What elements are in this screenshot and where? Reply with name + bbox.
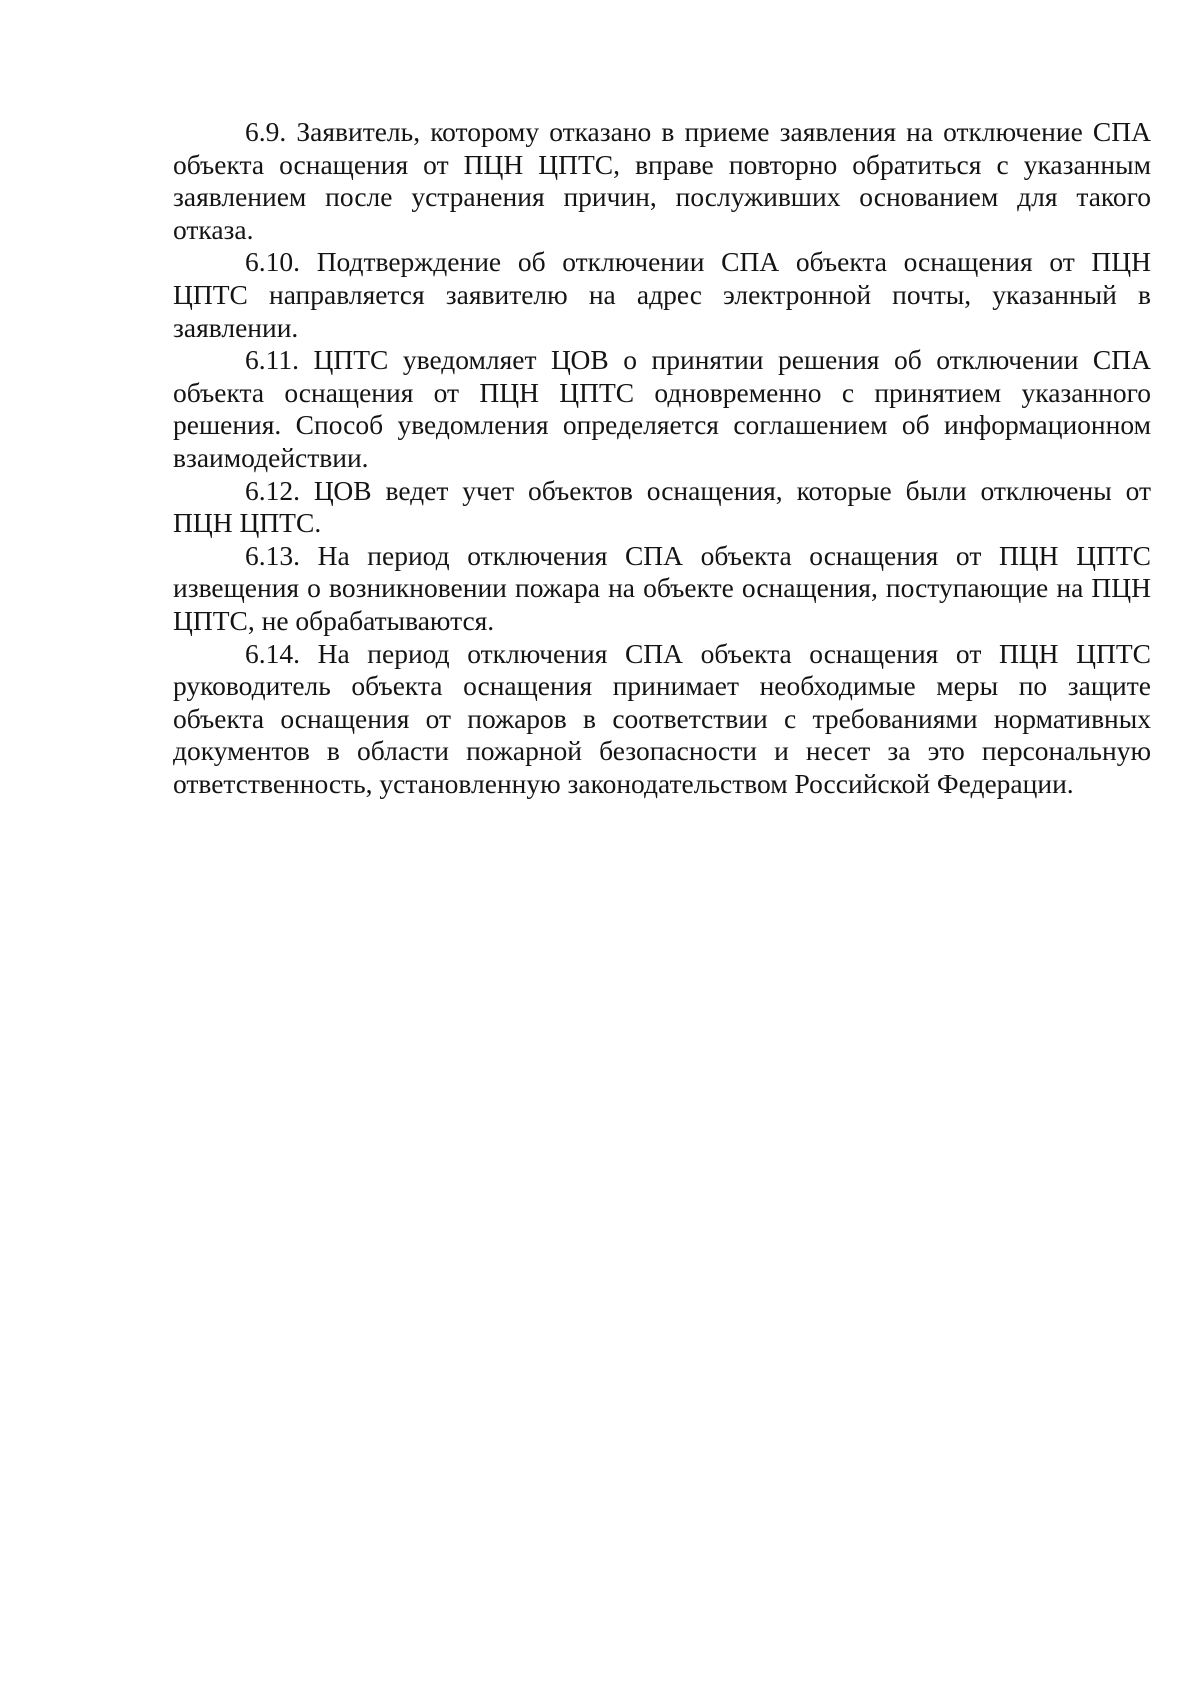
paragraph-6-10: 6.10. Подтверждение об отключении СПА объекта оснащения от ПЦН ЦПТС направляется заявителю на адрес электронной почты, указанный в заявлении.	[173, 246, 1151, 343]
paragraph-6-9: 6.9. Заявитель, которому отказано в приеме заявления на отключение СПА объекта оснащения от ПЦН ЦПТС, вправе повторно обратиться с указанным заявлением после устранения причин, послуживших основанием для такого отказа.	[173, 116, 1151, 245]
paragraph-6-14: 6.14. На период отключения СПА объекта оснащения от ПЦН ЦПТС руководитель объекта оснащения принимает необходимые меры по защите объекта оснащения от пожаров в соответствии с требованиями нормативных документов в области пожарной безопасности и несет за это персональную ответственность, установленную законодательством Российской Федерации.	[173, 637, 1151, 799]
document-body	[173, 116, 1151, 800]
paragraph-6-13: 6.13. На период отключения СПА объекта оснащения от ПЦН ЦПТС извещения о возникновении пожара на объекте оснащения, поступающие на ПЦН ЦПТС, не обрабатываются.	[173, 539, 1151, 636]
paragraph-6-12: 6.12. ЦОВ ведет учет объектов оснащения, которые были отключены от ПЦН ЦПТС.	[173, 474, 1151, 539]
paragraph-6-11: 6.11. ЦПТС уведомляет ЦОВ о принятии решения об отключении СПА объекта оснащения от ПЦН ЦПТС одновременно с принятием указанного решения. Способ уведомления определяется соглашением об информационном взаимодействии.	[173, 344, 1151, 473]
